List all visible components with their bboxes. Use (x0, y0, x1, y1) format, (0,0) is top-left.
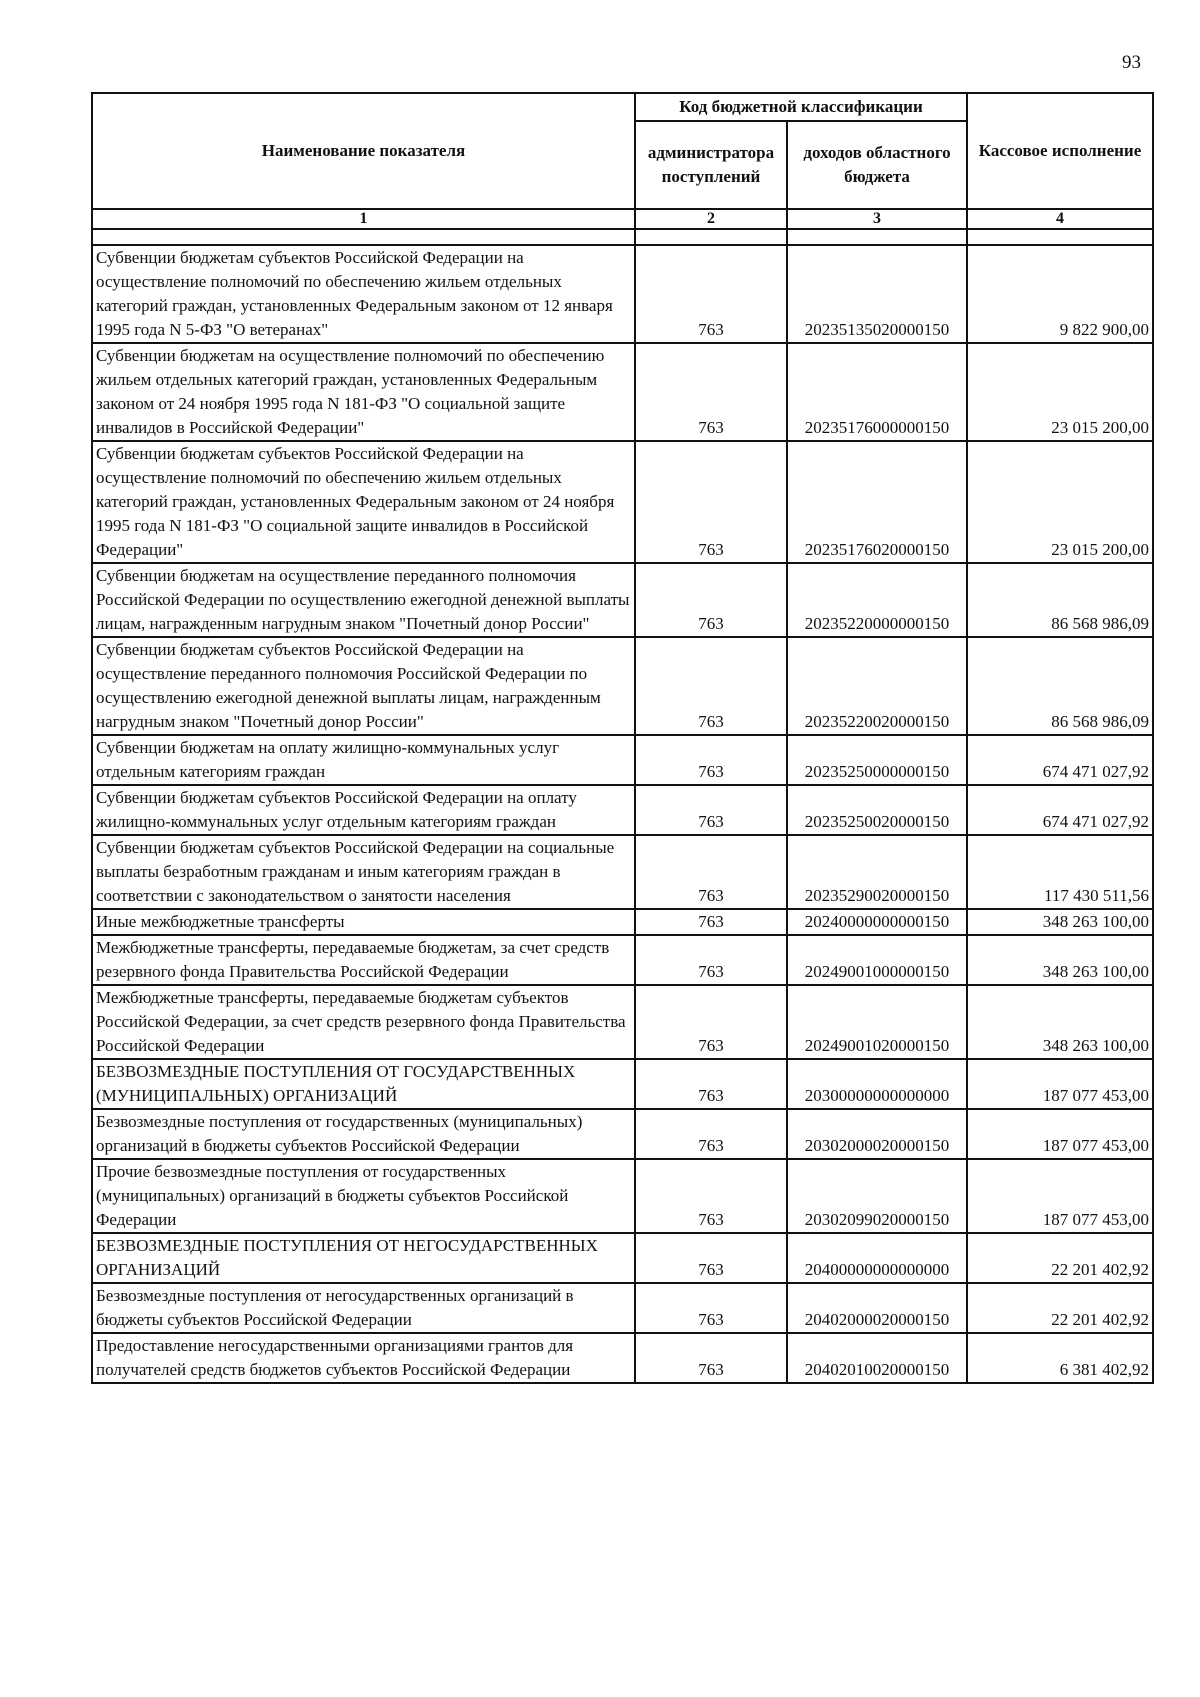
row-amount: 674 471 027,92 (967, 785, 1153, 835)
row-admin-code: 763 (635, 637, 787, 735)
row-amount: 674 471 027,92 (967, 735, 1153, 785)
table-spacer-row (92, 229, 1153, 245)
row-name: Безвозмездные поступления от государственных (муниципальных) организаций в бюджеты субъектов Российской Федерации (92, 1109, 635, 1159)
row-income-code: 20302099020000150 (787, 1159, 967, 1233)
table-row (92, 563, 1153, 637)
row-name: Иные межбюджетные трансферты (92, 909, 635, 935)
table-row (92, 935, 1153, 985)
row-amount: 86 568 986,09 (967, 563, 1153, 637)
row-admin-code: 763 (635, 909, 787, 935)
row-amount: 187 077 453,00 (967, 1109, 1153, 1159)
row-income-code: 20402010020000150 (787, 1333, 967, 1383)
table-row (92, 245, 1153, 343)
row-admin-code: 763 (635, 563, 787, 637)
row-name: БЕЗВОЗМЕЗДНЫЕ ПОСТУПЛЕНИЯ ОТ ГОСУДАРСТВЕННЫХ (МУНИЦИПАЛЬНЫХ) ОРГАНИЗАЦИЙ (92, 1059, 635, 1109)
row-admin-code: 763 (635, 935, 787, 985)
row-admin-code: 763 (635, 985, 787, 1059)
row-name: Межбюджетные трансферты, передаваемые бюджетам, за счет средств резервного фонда Правительства Российской Федерации (92, 935, 635, 985)
row-name: Прочие безвозмездные поступления от государственных (муниципальных) организаций в бюджеты субъектов Российской Федерации (92, 1159, 635, 1233)
row-amount: 23 015 200,00 (967, 343, 1153, 441)
row-income-code: 20300000000000000 (787, 1059, 967, 1109)
row-amount: 22 201 402,92 (967, 1283, 1153, 1333)
table-body (92, 229, 1153, 1383)
header-execution: Кассовое исполнение (967, 93, 1153, 209)
table-row (92, 1109, 1153, 1159)
budget-execution-table (91, 92, 1154, 1384)
row-name: Субвенции бюджетам субъектов Российской Федерации на осуществление полномочий по обеспечению жильем отдельных категорий граждан, установленных Федеральным законом от 12 января 1995 года N 5-ФЗ "О ветеранах" (92, 245, 635, 343)
table-row (92, 1159, 1153, 1233)
row-name: Субвенции бюджетам субъектов Российской Федерации на оплату жилищно-коммунальных услуг отдельным категориям граждан (92, 785, 635, 835)
row-name: Субвенции бюджетам субъектов Российской Федерации на осуществление переданного полномочия Российской Федерации по осуществлению ежегодной денежной выплаты лицам, награжденным нагрудным знаком "Почетный донор России" (92, 637, 635, 735)
header-name: Наименование показателя (92, 93, 635, 209)
table-row (92, 637, 1153, 735)
row-name: Субвенции бюджетам на осуществление полномочий по обеспечению жильем отдельных категорий граждан, установленных Федеральным законом от 24 ноября 1995 года N 181-ФЗ "О социальной защите инвалидов в Российской Федерации" (92, 343, 635, 441)
row-amount: 22 201 402,92 (967, 1233, 1153, 1283)
row-income-code: 20235135020000150 (787, 245, 967, 343)
row-income-code: 20235250000000150 (787, 735, 967, 785)
table-row (92, 985, 1153, 1059)
row-amount: 6 381 402,92 (967, 1333, 1153, 1383)
row-income-code: 20402000020000150 (787, 1283, 967, 1333)
column-number-3: 3 (787, 209, 967, 229)
table-row (92, 343, 1153, 441)
column-number-2: 2 (635, 209, 787, 229)
row-amount: 187 077 453,00 (967, 1159, 1153, 1233)
row-admin-code: 763 (635, 735, 787, 785)
row-income-code: 20240000000000150 (787, 909, 967, 935)
table-row (92, 735, 1153, 785)
row-name: Субвенции бюджетам на осуществление переданного полномочия Российской Федерации по осуществлению ежегодной денежной выплаты лицам, награжденным нагрудным знаком "Почетный донор России" (92, 563, 635, 637)
row-name: Предоставление негосударственными организациями грантов для получателей средств бюджетов субъектов Российской Федерации (92, 1333, 635, 1383)
page-number: 93 (1122, 52, 1141, 73)
row-amount: 348 263 100,00 (967, 909, 1153, 935)
row-income-code: 20235220020000150 (787, 637, 967, 735)
row-amount: 348 263 100,00 (967, 985, 1153, 1059)
row-admin-code: 763 (635, 245, 787, 343)
table-row (92, 909, 1153, 935)
row-amount: 348 263 100,00 (967, 935, 1153, 985)
table-header (92, 93, 1153, 229)
row-name: Субвенции бюджетам субъектов Российской Федерации на социальные выплаты безработным гражданам и иным категориям граждан в соответствии с законодательством о занятости населения (92, 835, 635, 909)
row-name: Межбюджетные трансферты, передаваемые бюджетам субъектов Российской Федерации, за счет средств резервного фонда Правительства Российской Федерации (92, 985, 635, 1059)
row-amount: 23 015 200,00 (967, 441, 1153, 563)
header-code-group: Код бюджетной классификации (635, 93, 967, 121)
row-amount: 117 430 511,56 (967, 835, 1153, 909)
row-income-code: 20235176020000150 (787, 441, 967, 563)
column-number-4: 4 (967, 209, 1153, 229)
table-row (92, 1233, 1153, 1283)
row-income-code: 20249001000000150 (787, 935, 967, 985)
row-name: Безвозмездные поступления от негосударственных организаций в бюджеты субъектов Российской Федерации (92, 1283, 635, 1333)
row-admin-code: 763 (635, 785, 787, 835)
row-admin-code: 763 (635, 1233, 787, 1283)
header-income: доходов областного бюджета (787, 121, 967, 209)
row-name: Субвенции бюджетам субъектов Российской Федерации на осуществление полномочий по обеспечению жильем отдельных категорий граждан, установленных Федеральным законом от 24 ноября 1995 года N 181-ФЗ "О социальной защите инвалидов в Российской Федерации" (92, 441, 635, 563)
table-row (92, 1333, 1153, 1383)
header-admin: администратора поступлений (635, 121, 787, 209)
row-admin-code: 763 (635, 835, 787, 909)
row-admin-code: 763 (635, 1109, 787, 1159)
row-income-code: 20235176000000150 (787, 343, 967, 441)
row-amount: 86 568 986,09 (967, 637, 1153, 735)
row-amount: 9 822 900,00 (967, 245, 1153, 343)
row-admin-code: 763 (635, 343, 787, 441)
row-amount: 187 077 453,00 (967, 1059, 1153, 1109)
row-income-code: 20302000020000150 (787, 1109, 967, 1159)
column-number-1: 1 (92, 209, 635, 229)
row-income-code: 20235290020000150 (787, 835, 967, 909)
row-income-code: 20235220000000150 (787, 563, 967, 637)
row-admin-code: 763 (635, 1283, 787, 1333)
table-row (92, 1283, 1153, 1333)
table-row (92, 785, 1153, 835)
row-name: БЕЗВОЗМЕЗДНЫЕ ПОСТУПЛЕНИЯ ОТ НЕГОСУДАРСТВЕННЫХ ОРГАНИЗАЦИЙ (92, 1233, 635, 1283)
row-name: Субвенции бюджетам на оплату жилищно-коммунальных услуг отдельным категориям граждан (92, 735, 635, 785)
row-admin-code: 763 (635, 441, 787, 563)
row-admin-code: 763 (635, 1333, 787, 1383)
row-income-code: 20249001020000150 (787, 985, 967, 1059)
row-admin-code: 763 (635, 1159, 787, 1233)
row-income-code: 20235250020000150 (787, 785, 967, 835)
row-income-code: 20400000000000000 (787, 1233, 967, 1283)
row-admin-code: 763 (635, 1059, 787, 1109)
table-row (92, 835, 1153, 909)
table-row (92, 1059, 1153, 1109)
table-row (92, 441, 1153, 563)
